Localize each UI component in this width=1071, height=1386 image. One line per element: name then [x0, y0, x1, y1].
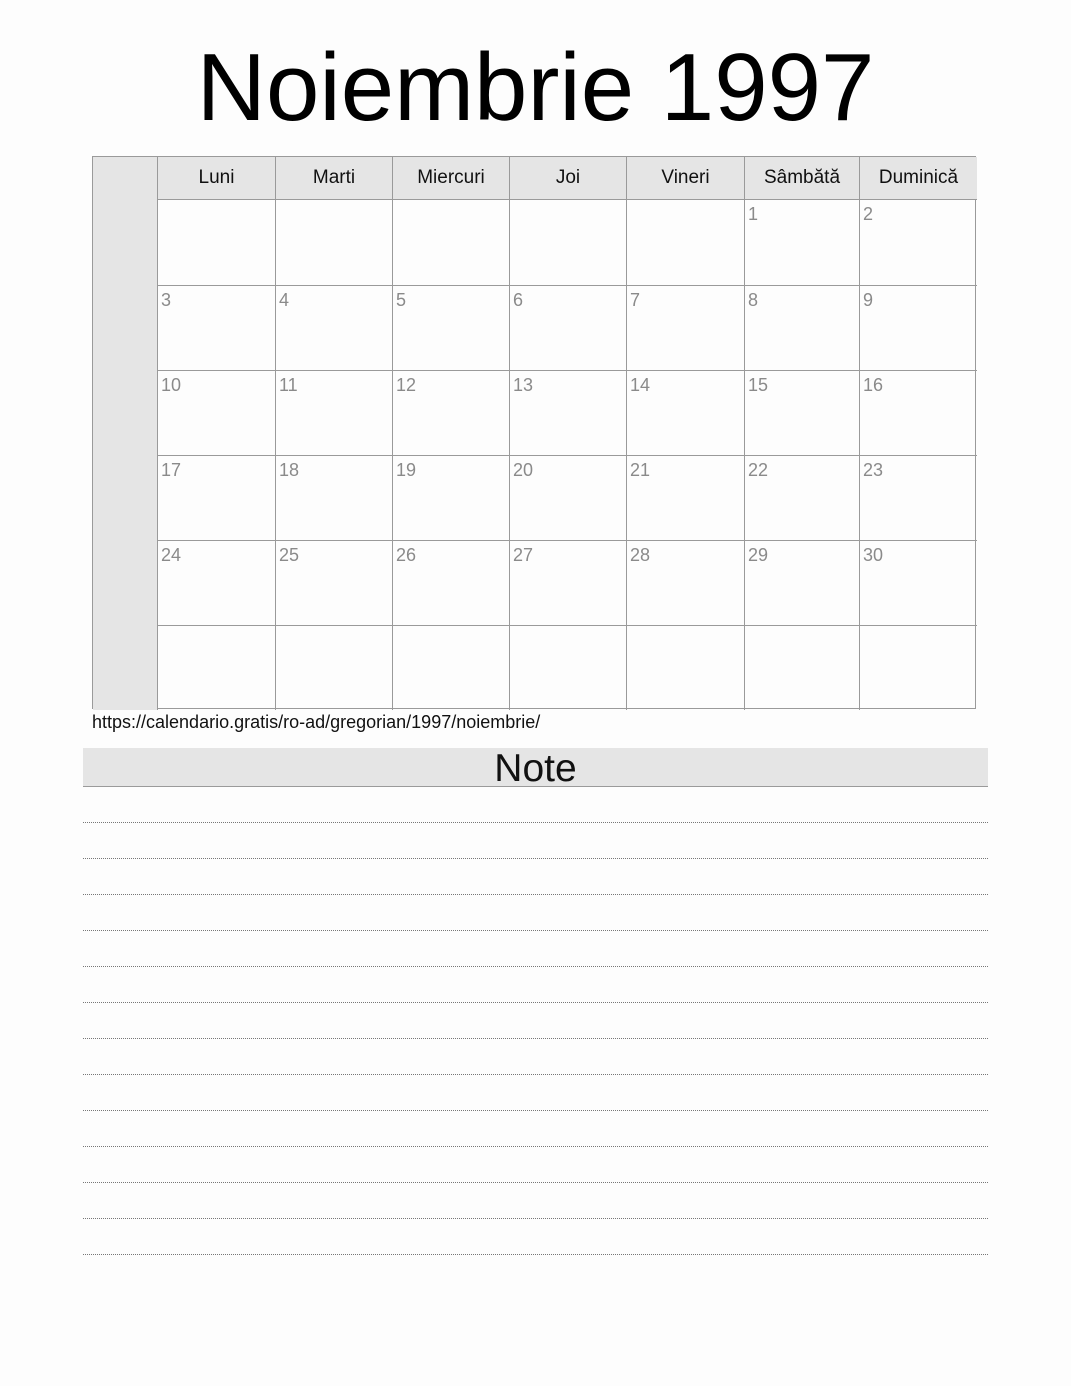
day-number: 11 [279, 375, 298, 395]
weekday-header: Joi [509, 157, 626, 200]
day-number: 13 [513, 375, 534, 395]
day-cell [509, 370, 626, 455]
day-number: 21 [630, 460, 651, 480]
day-number: 19 [396, 460, 417, 480]
note-line [83, 823, 988, 859]
day-number: 10 [161, 375, 182, 395]
day-number: 16 [863, 375, 884, 395]
day-number: 3 [161, 290, 172, 310]
day-cell [392, 540, 509, 625]
day-number: 24 [161, 545, 182, 565]
day-cell [744, 625, 859, 710]
day-cell [509, 625, 626, 710]
day-number: 25 [279, 545, 300, 565]
day-cell [509, 200, 626, 285]
note-line [83, 1147, 988, 1183]
weekday-header: Luni [158, 157, 275, 200]
note-line [83, 1183, 988, 1219]
day-number: 6 [513, 290, 524, 310]
day-number: 9 [863, 290, 874, 310]
day-number: 4 [279, 290, 290, 310]
notes-area [83, 787, 988, 1255]
day-number: 14 [630, 375, 651, 395]
day-cell [859, 200, 977, 285]
day-cell [275, 370, 392, 455]
note-line [83, 1075, 988, 1111]
day-cell [392, 625, 509, 710]
note-line [83, 859, 988, 895]
calendar-grid [92, 156, 976, 709]
day-number: 23 [863, 460, 884, 480]
note-line [83, 1111, 988, 1147]
day-number: 26 [396, 545, 417, 565]
day-cell [744, 370, 859, 455]
day-number: 5 [396, 290, 407, 310]
day-cell [509, 285, 626, 370]
weekday-header: Marti [275, 157, 392, 200]
note-line [83, 787, 988, 823]
day-cell [626, 200, 744, 285]
note-line [83, 1003, 988, 1039]
day-cell [392, 455, 509, 540]
day-cell [158, 370, 275, 455]
day-number: 8 [748, 290, 759, 310]
day-cell [859, 455, 977, 540]
day-cell [158, 285, 275, 370]
note-line [83, 1219, 988, 1255]
day-number: 18 [279, 460, 300, 480]
day-cell [626, 285, 744, 370]
day-number: 1 [748, 204, 759, 224]
day-cell [275, 540, 392, 625]
day-cell [158, 455, 275, 540]
weekday-header: Miercuri [392, 157, 509, 200]
day-cell [275, 285, 392, 370]
week-number-column [93, 157, 158, 710]
day-number: 12 [396, 375, 417, 395]
day-cell [859, 540, 977, 625]
day-cell [626, 540, 744, 625]
day-cell [626, 455, 744, 540]
day-cell [158, 200, 275, 285]
day-number: 2 [863, 204, 874, 224]
day-cell [859, 625, 977, 710]
source-link[interactable]: https://calendario.gratis/ro-ad/gregorian/1997/noiembrie/ [92, 712, 541, 732]
day-cell [275, 625, 392, 710]
day-number: 17 [161, 460, 182, 480]
day-number: 27 [513, 545, 534, 565]
day-cell [275, 455, 392, 540]
day-cell [392, 370, 509, 455]
day-number: 29 [748, 545, 769, 565]
note-line [83, 967, 988, 1003]
day-number: 28 [630, 545, 651, 565]
note-line [83, 1039, 988, 1075]
day-number: 30 [863, 545, 884, 565]
day-cell [626, 370, 744, 455]
day-number: 20 [513, 460, 534, 480]
day-cell [626, 625, 744, 710]
day-number: 7 [630, 290, 641, 310]
day-cell [744, 540, 859, 625]
day-cell [392, 285, 509, 370]
notes-title: Note [83, 748, 988, 787]
day-cell [158, 540, 275, 625]
day-cell [509, 455, 626, 540]
day-cell [859, 370, 977, 455]
day-cell [744, 200, 859, 285]
day-cell [744, 285, 859, 370]
day-cell [392, 200, 509, 285]
day-number: 15 [748, 375, 769, 395]
weekday-header: Vineri [626, 157, 744, 200]
weekday-header: Sâmbătă [744, 157, 859, 200]
day-cell [158, 625, 275, 710]
page-title: Noiembrie 1997 [196, 34, 875, 141]
day-cell [859, 285, 977, 370]
note-line [83, 895, 988, 931]
day-cell [744, 455, 859, 540]
day-cell [275, 200, 392, 285]
day-number: 22 [748, 460, 769, 480]
day-cell [509, 540, 626, 625]
note-line [83, 931, 988, 967]
weekday-header: Duminică [859, 157, 977, 200]
